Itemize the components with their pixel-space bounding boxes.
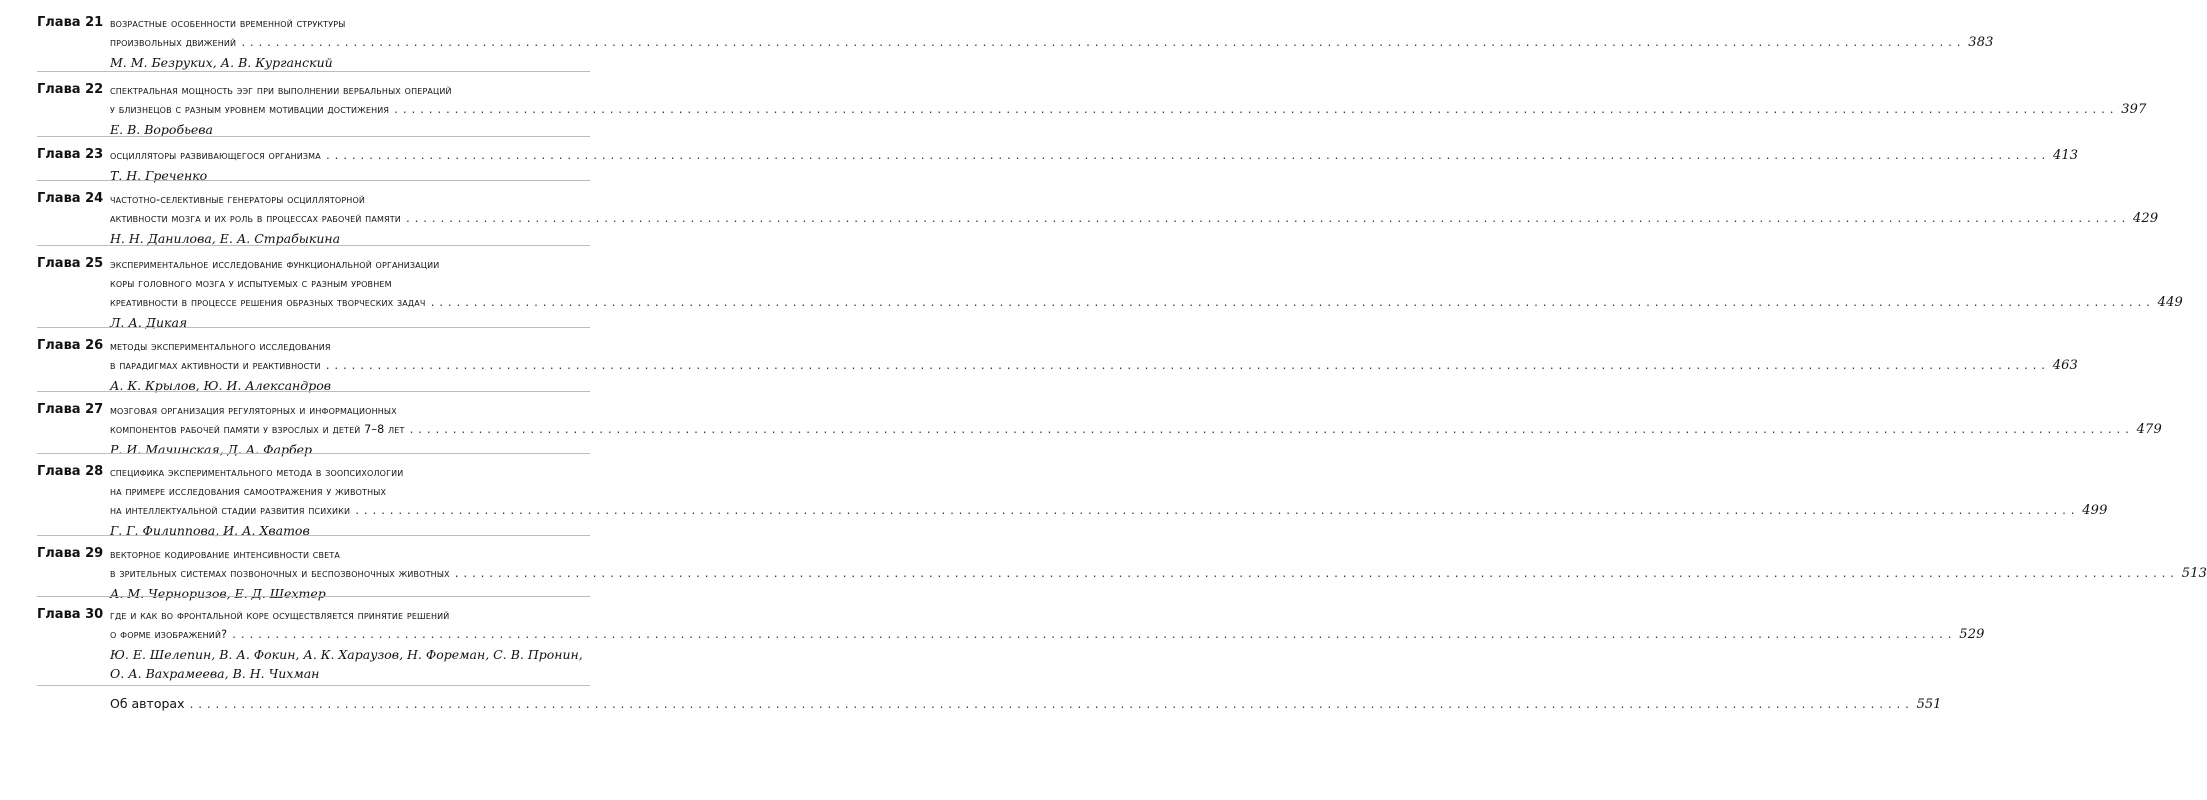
chapter-title-last-line: [110, 625, 1985, 645]
chapter-number: Глава 24: [37, 191, 104, 206]
page-number[interactable]: 429: [2133, 211, 2159, 226]
chapter-title-last-line: [110, 100, 2147, 120]
chapter-title-last-line: [110, 356, 2078, 376]
dot-leader: ........................................................................................................................................................................................................: [393, 105, 2118, 116]
page-number[interactable]: 513: [2181, 566, 2207, 581]
chapter-number: Глава 26: [37, 338, 104, 353]
dot-leader: ........................................................................................................................................................................................................: [408, 425, 2133, 436]
section-divider: [37, 453, 590, 454]
chapter-number: Глава 22: [37, 82, 104, 97]
chapter-title-line: векторное кодирование интенсивности света: [110, 548, 341, 561]
chapter-title-line: экспериментальное исследование функциональной организации: [110, 258, 440, 271]
section-divider: [37, 685, 590, 686]
section-divider: [37, 180, 590, 181]
dot-leader: ........................................................................................................................................................................................................: [453, 569, 2178, 580]
dot-leader: ........................................................................................................................................................................................................: [324, 151, 2049, 162]
page-number[interactable]: 397: [2121, 102, 2147, 117]
section-divider: [37, 136, 590, 137]
chapter-body: [110, 14, 1994, 72]
page-number[interactable]: 479: [2136, 422, 2162, 437]
chapter-title-line: креативности в процессе решения образных творческих задач: [110, 296, 426, 309]
chapter-title-last-line: [110, 501, 2108, 521]
page-number[interactable]: 463: [2052, 358, 2078, 373]
dot-leader: ........................................................................................................................................................................................................: [188, 700, 1913, 711]
dot-leader: ........................................................................................................................................................................................................: [354, 506, 2079, 517]
section-divider: [37, 596, 590, 597]
chapter-body: [110, 463, 2108, 540]
dot-leader: ........................................................................................................................................................................................................: [240, 38, 1965, 49]
chapter-title-last-line: [110, 209, 2159, 229]
chapter-body: [110, 190, 2159, 248]
chapter-title-line: коры головного мозга у испытуемых с разным уровнем: [110, 277, 392, 290]
chapter-authors: А. К. Крылов, Ю. И. Александров: [110, 378, 332, 393]
chapter-title-last-line: [110, 146, 2079, 166]
dot-leader: ........................................................................................................................................................................................................: [231, 630, 1956, 641]
chapter-title-last-line: [110, 33, 1994, 53]
chapter-authors: А. М. Черноризов, Е. Д. Шехтер: [110, 586, 326, 601]
chapter-number: Глава 27: [37, 402, 104, 417]
section-divider: [37, 71, 590, 72]
chapter-title-line: где и как во фронтальной коре осуществляется принятие решений: [110, 609, 450, 622]
chapter-body: [110, 545, 2207, 603]
dot-leader: ........................................................................................................................................................................................................: [324, 361, 2049, 372]
chapter-title-last-line: [110, 293, 2183, 313]
chapter-number: Глава 23: [37, 147, 104, 162]
chapter-title-line: специфика экспериментального метода в зоопсихологии: [110, 466, 404, 479]
chapter-title-line: мозговая организация регуляторных и информационных: [110, 404, 397, 417]
chapter-authors: Л. А. Дикая: [110, 315, 188, 330]
chapter-title-line: на интеллектуальной стадии развития психики: [110, 504, 351, 517]
chapter-title-last-line: [110, 564, 2207, 584]
chapter-authors: О. А. Вахрамеева, В. Н. Чихман: [110, 666, 320, 681]
chapter-number: Глава 21: [37, 15, 104, 30]
chapter-authors: Т. Н. Греченко: [110, 168, 208, 183]
chapter-body: [110, 255, 2183, 332]
page-number[interactable]: 449: [2157, 295, 2183, 310]
dot-leader: ........................................................................................................................................................................................................: [429, 298, 2154, 309]
page-number[interactable]: 413: [2052, 148, 2079, 163]
chapter-number: Глава 29: [37, 546, 104, 561]
chapter-title-line: произвольных движений: [110, 36, 237, 49]
chapter-title-line: спектральная мощность ээг при выполнении вербальных операций: [110, 84, 452, 97]
chapter-number: Глава 28: [37, 464, 104, 479]
section-divider: [37, 535, 590, 536]
page-number[interactable]: 383: [1968, 35, 1994, 50]
section-divider: [37, 391, 590, 392]
chapter-authors: Е. В. Воробьева: [110, 122, 214, 137]
about-authors-body: [110, 694, 1942, 715]
page-number[interactable]: 551: [1916, 697, 1942, 712]
chapter-number: Глава 30: [37, 607, 104, 622]
chapter-title-line: в парадигмах активности и реактивности: [110, 359, 321, 372]
about-authors-label: Об авторах: [110, 696, 185, 711]
chapter-title-last-line: [110, 420, 2162, 440]
chapter-title-line: частотно-селективные генераторы осцилляторной: [110, 193, 366, 206]
chapter-title-line: активности мозга и их роль в процессах рабочей памяти: [110, 212, 401, 225]
chapter-title-line: осцилляторы развивающегося организма: [110, 149, 321, 162]
chapter-title-line: в зрительных системах позвоночных и беспозвоночных животных: [110, 567, 450, 580]
chapter-authors: Н. Н. Данилова, Е. А. Страбыкина: [110, 231, 341, 246]
chapter-authors: Г. Г. Филиппова, И. А. Хватов: [110, 523, 310, 538]
chapter-number: Глава 25: [37, 256, 104, 271]
chapter-body: [110, 606, 1985, 683]
chapter-title-line: у близнецов с разным уровнем мотивации достижения: [110, 103, 390, 116]
chapter-title-line: на примере исследования самоотражения у животных: [110, 485, 387, 498]
chapter-title-line: компонентов рабочей памяти у взрослых и детей 7–8 лет: [110, 423, 405, 436]
chapter-title-line: о форме изображений?: [110, 628, 228, 641]
chapter-body: [110, 401, 2162, 459]
section-divider: [37, 327, 590, 328]
chapter-authors: Ю. Е. Шелепин, В. А. Фокин, А. К. Хараузов, Н. Фореман, С. В. Пронин,: [110, 647, 583, 662]
dot-leader: ........................................................................................................................................................................................................: [404, 214, 2129, 225]
chapter-authors: М. М. Безруких, А. В. Курганский: [110, 55, 333, 70]
chapter-title-line: возрастные особенности временной структуры: [110, 17, 346, 30]
chapter-body: [110, 81, 2147, 139]
chapter-authors: Р. И. Мачинская, Д. А. Фарбер: [110, 442, 313, 457]
page-number[interactable]: 499: [2082, 503, 2108, 518]
chapter-body: [110, 337, 2078, 395]
page-number[interactable]: 529: [1959, 627, 1985, 642]
about-authors-line: [110, 694, 1942, 715]
chapter-title-line: методы экспериментального исследования: [110, 340, 331, 353]
section-divider: [37, 245, 590, 246]
